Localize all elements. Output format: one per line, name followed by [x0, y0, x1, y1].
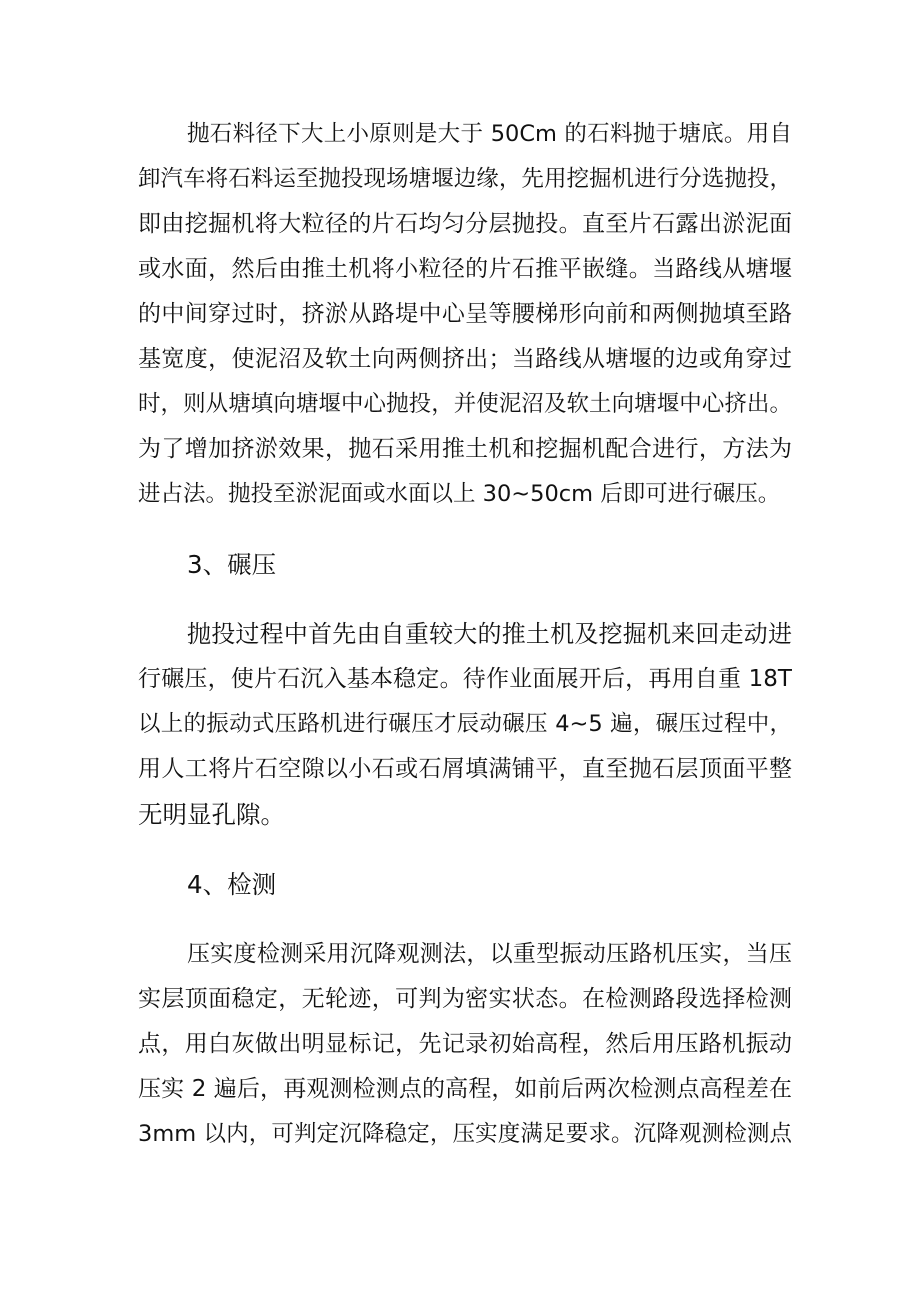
document-body — [138, 112, 792, 1157]
text-line: 卸汽车将石料运至抛投现场塘堰边缘，先用挖掘机进行分选抛投， — [138, 166, 792, 192]
section-heading-compaction: 3、碾压 — [187, 550, 277, 579]
text-line: 压实度检测采用沉降观测法，以重型振动压路机压实，当压 — [187, 941, 792, 967]
paragraph-riprap-method — [138, 112, 792, 517]
text-line: 点，用白灰做出明显标记，先记录初始高程，然后用压路机振动 — [138, 1031, 792, 1057]
text-line: 实层顶面稳定，无轮迹，可判为密实状态。在检测路段选择检测 — [138, 986, 792, 1012]
text-line: 无明显孔隙。 — [138, 800, 285, 829]
text-line: 用人工将片石空隙以小石或石屑填满铺平，直至抛石层顶面平整 — [138, 756, 792, 782]
text-line: 基宽度，使泥沼及软土向两侧挤出；当路线从塘堰的边或角穿过 — [138, 346, 792, 372]
text-line: 即由挖掘机将大粒径的片石均匀分层抛投。直至片石露出淤泥面 — [138, 211, 792, 237]
text-line: 以上的振动式压路机进行碾压才辰动碾压 4~5 遍，碾压过程中， — [138, 711, 792, 737]
text-line: 抛投过程中首先由自重较大的推土机及挖掘机来回走动进 — [187, 620, 792, 648]
text-line: 的中间穿过时，挤淤从路堤中心呈等腰梯形向前和两侧抛填至路 — [138, 301, 792, 327]
paragraph-testing — [138, 932, 792, 1157]
text-line: 时，则从塘填向塘堰中心抛投，并使泥沼及软土向塘堰中心挤出。 — [138, 391, 792, 417]
section-heading-testing: 4、检测 — [187, 870, 277, 899]
text-line: 压实 2 遍后，再观测检测点的高程，如前后两次检测点高程差在 — [138, 1076, 792, 1102]
paragraph-compaction — [138, 612, 792, 837]
text-line: 3mm 以内，可判定沉降稳定，压实度满足要求。沉降观测检测点 — [138, 1121, 792, 1147]
text-line: 行碾压，使片石沉入基本稳定。待作业面展开后，再用自重 18T — [138, 666, 792, 692]
text-line: 或水面，然后由推土机将小粒径的片石推平嵌缝。当路线从塘堰 — [138, 256, 792, 282]
text-line: 为了增加挤淤效果，抛石采用推土机和挖掘机配合进行，方法为 — [138, 436, 792, 462]
text-line: 抛石料径下大上小原则是大于 50Cm 的石料抛于塘底。用自 — [187, 121, 792, 147]
text-line: 进占法。抛投至淤泥面或水面以上 30~50cm 后即可进行碾压。 — [138, 481, 781, 507]
